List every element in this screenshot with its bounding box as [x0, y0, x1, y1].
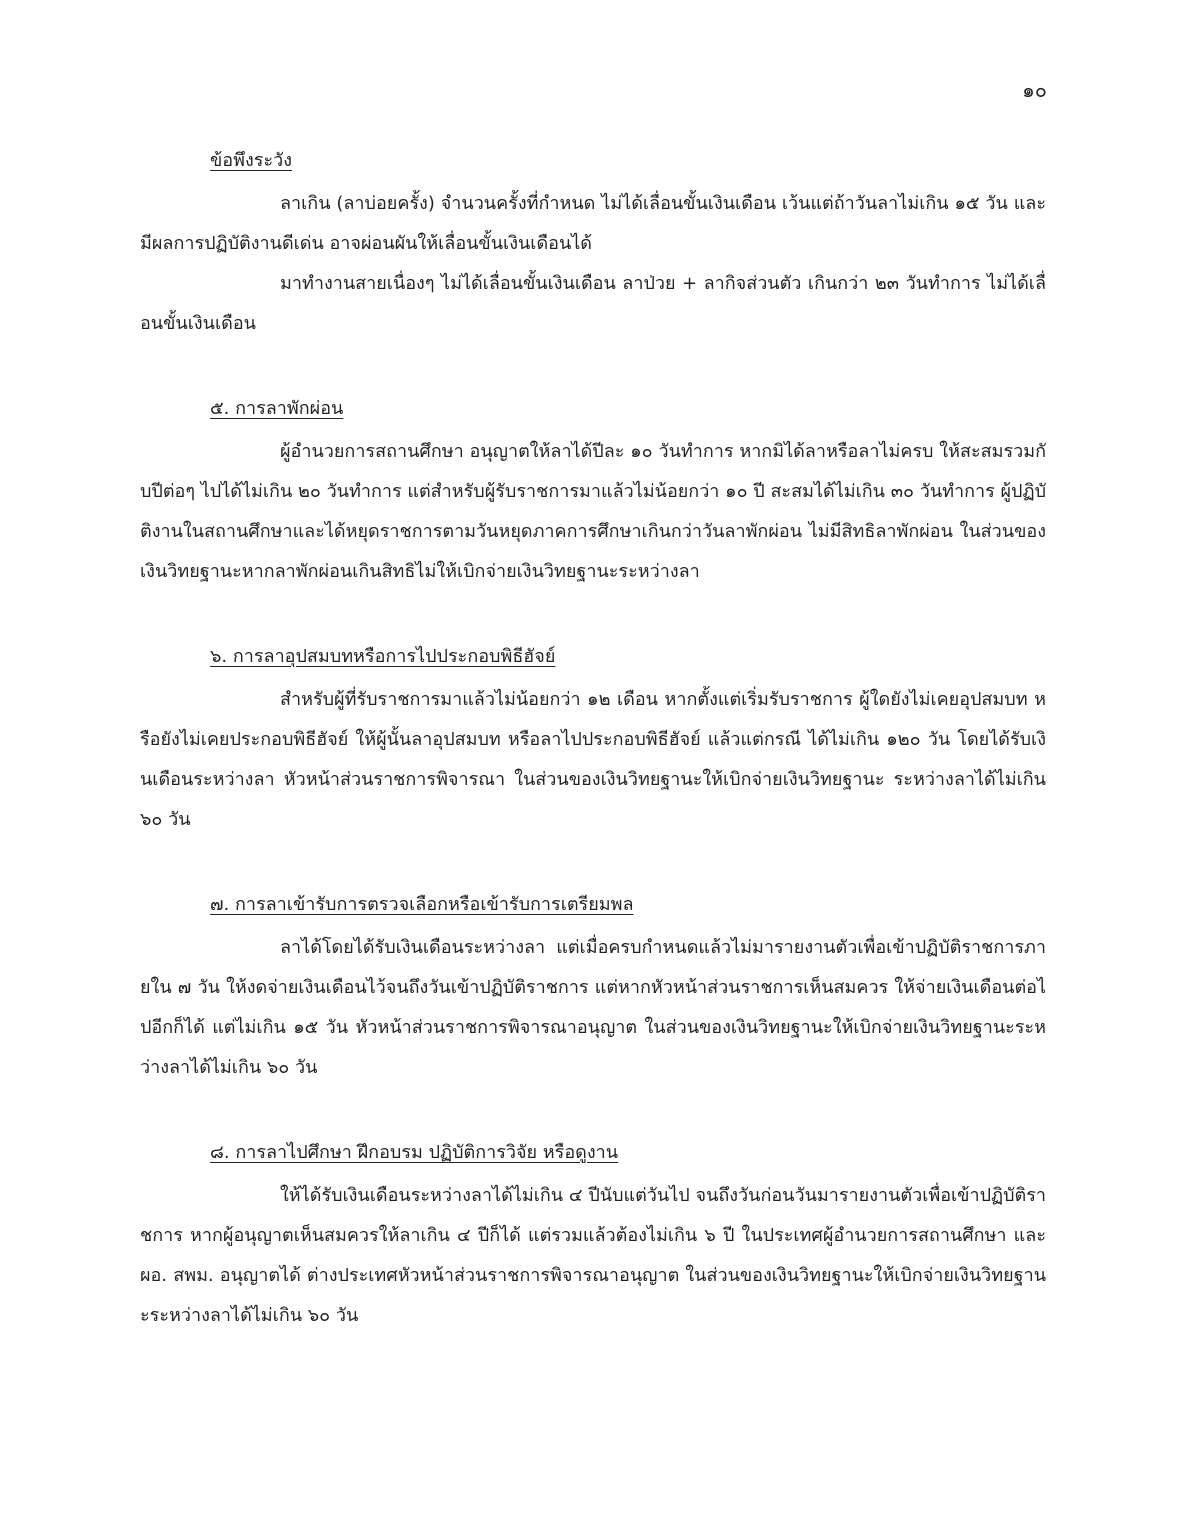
section-vacation-leave: [140, 392, 1046, 592]
paragraph: สำหรับผู้ที่รับราชการมาแล้วไม่น้อยกว่า ๑๒ เดือน หากตั้งแต่เริ่มรับราชการ ผู้ใดยังไม่เคยอุปสมบท หรือยังไม่เคยประกอบพิธีฮัจย์ ให้ผู้นั้นลาอุปสมบท หรือลาไปประกอบพิธีฮัจย์ แล้วแต่กรณี ได้ไม่เกิน ๑๒๐ วัน โดยได้รับเงินเดือนระหว่างลา หัวหน้าส่วนราชการพิจารณา ในส่วนของเงินวิทยฐานะให้เบิกจ่ายเงินวิทยฐานะ ระหว่างลาได้ไม่เกิน ๖๐ วัน: [140, 689, 1046, 830]
section-military-leave: [140, 888, 1046, 1088]
paragraph: มาทำงานสายเนื่องๆ ไม่ได้เลื่อนขั้นเงินเดือน ลาป่วย + ลากิจส่วนตัว เกินกว่า ๒๓ วันทำการ ไม่ได้เลื่อนขั้นเงินเดือน: [140, 273, 1046, 334]
paragraph: ลาได้โดยได้รับเงินเดือนระหว่างลา แต่เมื่อครบกำหนดแล้วไม่มารายงานตัวเพื่อเข้าปฏิบัติราชการภายใน ๗ วัน ให้งดจ่ายเงินเดือนไว้จนถึงวันเข้าปฏิบัติราชการ แต่หากหัวหน้าส่วนราชการเห็นสมควร ให้จ่ายเงินเดือนต่อไปอีกก็ได้ แต่ไม่เกิน ๑๕ วัน หัวหน้าส่วนราชการพิจารณาอนุญาต ในส่วนของเงินวิทยฐานะให้เบิกจ่ายเงินวิทยฐานะระหว่างลาได้ไม่เกิน ๖๐ วัน: [140, 937, 1046, 1078]
section-study-leave: [140, 1136, 1046, 1336]
document-body: [140, 144, 1046, 1336]
section-heading: ๕. การลาพักผ่อน: [210, 398, 344, 419]
section-heading: ๖. การลาอุปสมบทหรือการไปประกอบพิธีฮัจย์: [210, 646, 556, 667]
section-heading: ๘. การลาไปศึกษา ฝึกอบรม ปฏิบัติการวิจัย หรือดูงาน: [210, 1142, 619, 1163]
paragraph: ให้ได้รับเงินเดือนระหว่างลาได้ไม่เกิน ๔ ปีนับแต่วันไป จนถึงวันก่อนวันมารายงานตัวเพื่อเข้าปฏิบัติราชการ หากผู้อนุญาตเห็นสมควรให้ลาเกิน ๔ ปีก็ได้ แต่รวมแล้วต้องไม่เกิน ๖ ปี ในประเทศผู้อำนวยการสถานศึกษา และ ผอ. สพม. อนุญาตได้ ต่างประเทศหัวหน้าส่วนราชการพิจารณาอนุญาต ในส่วนของเงินวิทยฐานะให้เบิกจ่ายเงินวิทยฐานะระหว่างลาได้ไม่เกิน ๖๐ วัน: [140, 1185, 1046, 1326]
section-heading: ๗. การลาเข้ารับการตรวจเลือกหรือเข้ารับการเตรียมพล: [210, 894, 634, 915]
paragraph: ผู้อำนวยการสถานศึกษา อนุญาตให้ลาได้ปีละ ๑๐ วันทำการ หากมิได้ลาหรือลาไม่ครบ ให้สะสมรวมกับปีต่อๆ ไปได้ไม่เกิน ๒๐ วันทำการ แต่สำหรับผู้รับราชการมาแล้วไม่น้อยกว่า ๑๐ ปี สะสมได้ไม่เกิน ๓๐ วันทำการ ผู้ปฏิบัติงานในสถานศึกษาและได้หยุดราชการตามวันหยุดภาคการศึกษาเกินกว่าวันลาพักผ่อน ไม่มีสิทธิลาพักผ่อน ในส่วนของเงินวิทยฐานะหากลาพักผ่อนเกินสิทธิไม่ให้เบิกจ่ายเงินวิทยฐานะระหว่างลา: [140, 441, 1046, 582]
section-caution: [140, 144, 1046, 344]
paragraph: ลาเกิน (ลาบ่อยครั้ง) จำนวนครั้งที่กำหนด ไม่ได้เลื่อนขั้นเงินเดือน เว้นแต่ถ้าวันลาไม่เกิน ๑๕ วัน และมีผลการปฏิบัติงานดีเด่น อาจผ่อนผันให้เลื่อนขั้นเงินเดือนได้: [140, 193, 1046, 254]
section-ordination-leave: [140, 640, 1046, 840]
page-number: ๑๐: [1022, 78, 1047, 102]
section-heading: ข้อพึงระวัง: [210, 150, 293, 171]
